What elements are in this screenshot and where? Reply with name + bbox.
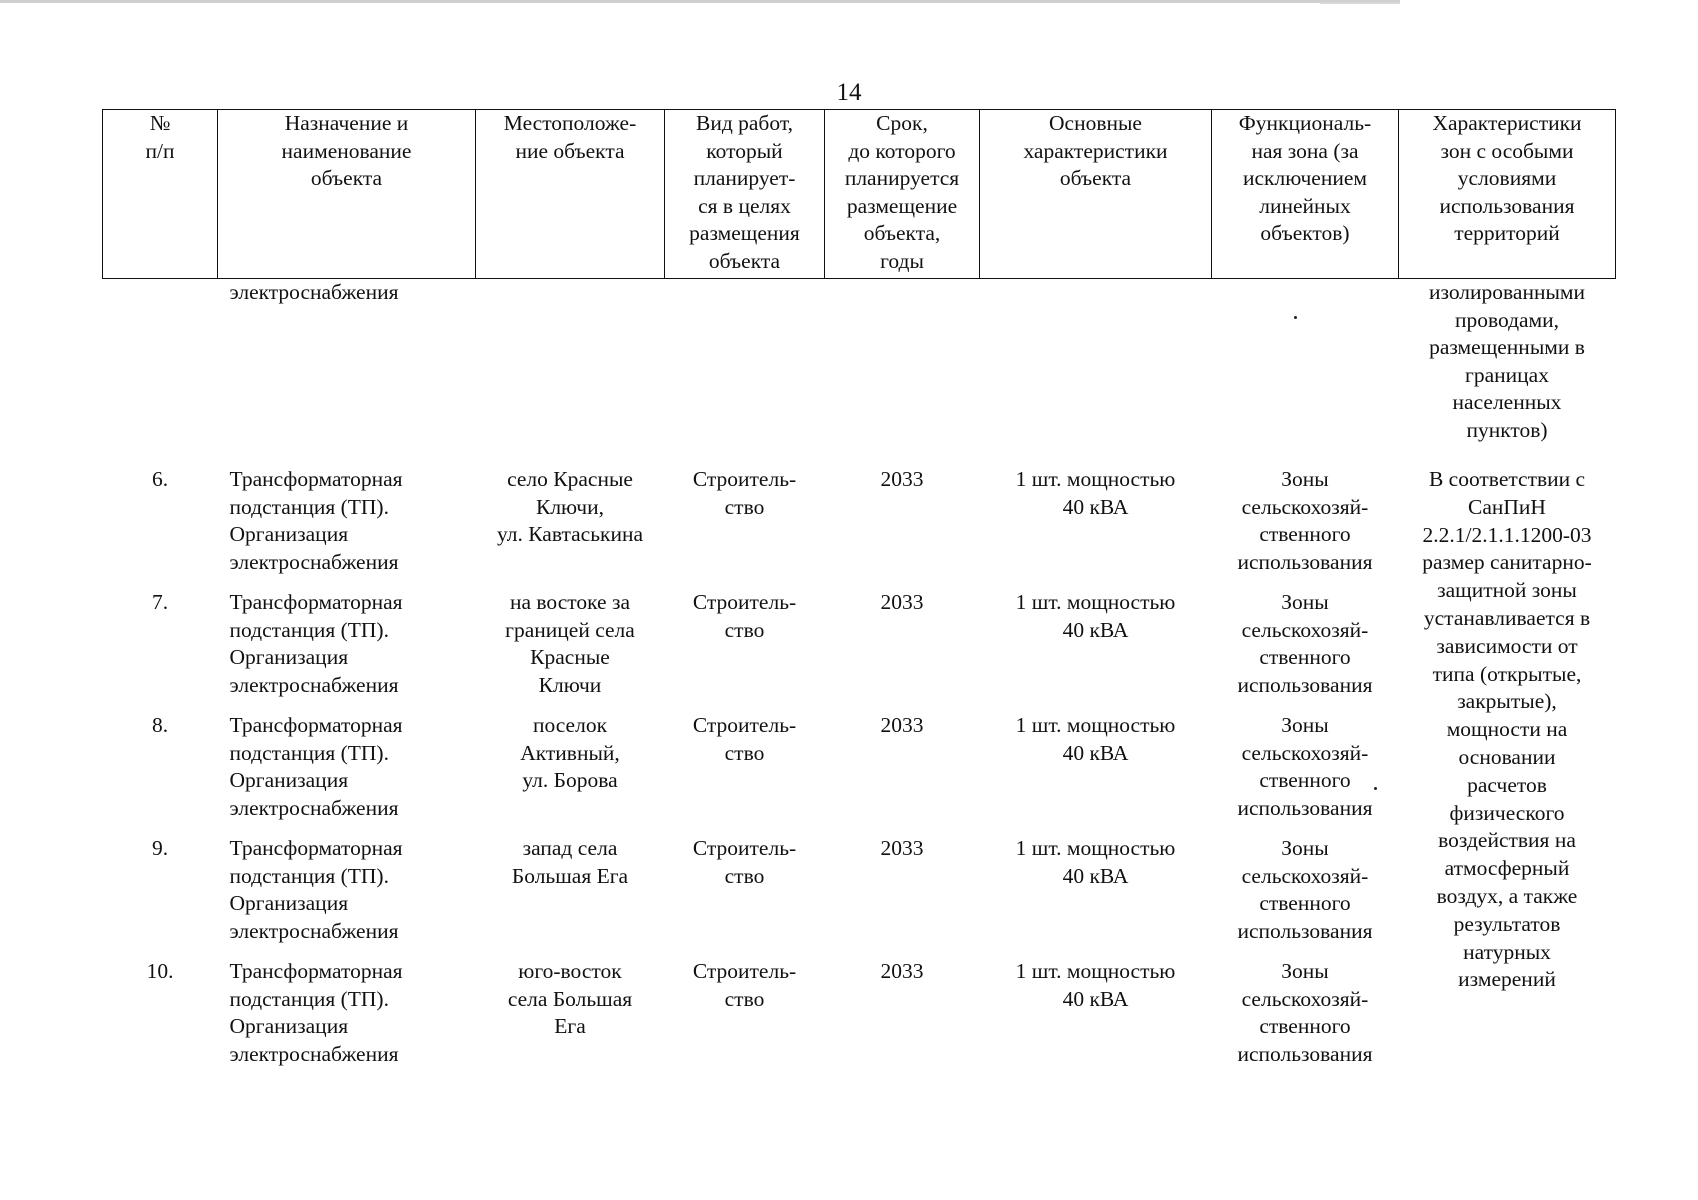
cell-work-type: Строитель- ство [692,713,797,765]
cell-work-type: Строитель- ство [692,836,797,888]
cell-functional-zone: Зоны сельскохозяй- ственного использования [1237,467,1373,574]
cell-zone-conditions: изолированными проводами, размещенными в границах населенных пунктов) [1428,280,1586,442]
page-number: 14 [836,79,862,106]
cell-location: село Красные Ключи, ул. Кавтаськина [496,467,644,546]
cell-number: 7. [151,590,169,614]
column-header-characteristics: Основные характеристики объекта [980,110,1212,279]
document-table-area [102,109,1615,1066]
column-header-location: Местоположе- ние объекта [476,110,665,279]
cell-location: поселок Активный, ул. Борова [520,713,620,792]
table-row [103,589,1616,712]
table-row [103,835,1616,958]
cell-characteristics: 1 шт. мощностью 40 кВА [1015,467,1176,519]
cell-term: 2033 [880,467,924,491]
cell-name: Трансформаторная подстанция (ТП). Организация электроснабжения [229,836,403,943]
cell-characteristics: 1 шт. мощностью 40 кВА [1015,836,1176,888]
cell-location: на востоке за границей села Красные Ключи [505,590,635,697]
table-row [103,712,1616,835]
table-row-continuation [103,279,1616,467]
cell-name: Трансформаторная подстанция (ТП). Организация электроснабжения [229,713,403,820]
cell-functional-zone: Зоны сельскохозяй- ственного использования [1237,959,1373,1066]
cell-name: Трансформаторная подстанция (ТП). Организация электроснабжения [229,467,403,574]
cell-functional-zone: Зоны сельскохозяй- ственного использования [1237,713,1373,820]
cell-work-type: Строитель- ство [692,959,797,1011]
cell-functional-zone: Зоны сельскохозяй- ственного использования [1237,590,1373,697]
table-row [103,958,1616,1081]
cell-characteristics: 1 шт. мощностью 40 кВА [1015,959,1176,1011]
cell-name: электроснабжения [229,280,399,304]
cell-term: 2033 [880,959,924,983]
table-row [103,466,1616,589]
column-header-work-type: Вид работ, который планирует- ся в целях размещения объекта [665,110,825,279]
scan-edge-line [0,0,1400,3]
column-header-number: № п/п [103,110,218,279]
scan-speck [1294,316,1297,319]
cell-location: запад села Большая Ега [511,836,629,888]
cell-term: 2033 [880,590,924,614]
cell-work-type: Строитель- ство [692,467,797,519]
column-header-name: Назначение и наименование объекта [218,110,476,279]
cell-number: 9. [151,836,169,860]
cell-term: 2033 [880,836,924,860]
cell-functional-zone: Зоны сельскохозяй- ственного использования [1237,836,1373,943]
scan-edge-line [1320,2,1400,4]
column-header-special-zones: Характеристики зон с особыми условиями использования территорий [1399,110,1616,279]
objects-table [102,109,1616,1081]
column-header-functional-zone: Функциональ- ная зона (за исключением линейных объектов) [1212,110,1399,279]
cell-name: Трансформаторная подстанция (ТП). Организация электроснабжения [229,590,403,697]
column-header-term: Срок, до которого планируется размещение объекта, годы [825,110,980,279]
cell-number: 6. [151,467,169,491]
table-header-row [103,110,1616,279]
cell-name: Трансформаторная подстанция (ТП). Организация электроснабжения [229,959,403,1066]
cell-characteristics: 1 шт. мощностью 40 кВА [1015,590,1176,642]
cell-shared-zone-note: В соответствии с СанПиН 2.2.1/2.1.1.1200-03 размер санитарно- защитной зоны устанавливается в зависимости от типа (открытые, закрытые), мощности на основании расчетов физического воздействия на атмосферный воздух, а также результатов натурных измерений [1422,467,1592,992]
cell-work-type: Строитель- ство [692,590,797,642]
scan-speck [1374,787,1377,790]
cell-location: юго-восток села Большая Ега [507,959,633,1038]
cell-number: 10. [146,959,174,983]
cell-term: 2033 [880,713,924,737]
cell-characteristics: 1 шт. мощностью 40 кВА [1015,713,1176,765]
cell-number: 8. [151,713,169,737]
